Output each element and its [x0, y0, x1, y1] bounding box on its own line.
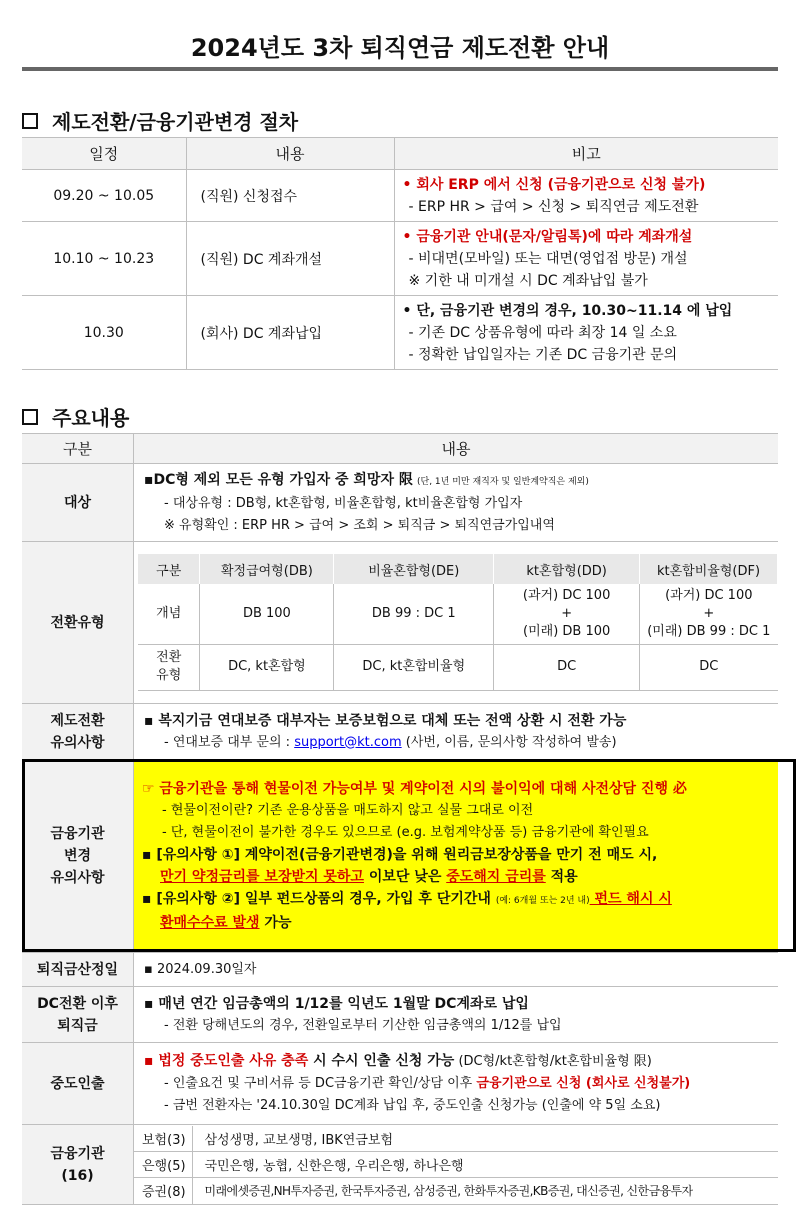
type-header: kt혼합비율형(DF)	[640, 554, 778, 584]
table-row	[22, 222, 778, 296]
remark-note: ※ 기한 내 미개설 시 DC 계좌납입 불가	[408, 272, 648, 289]
calc-value: ▪ 2024.09.30일자	[134, 953, 779, 987]
main-content-table	[22, 433, 778, 1205]
col-header-category: 구분	[22, 434, 134, 464]
type-header: 비율혼합형(DE)	[334, 554, 494, 584]
concept-cell: DB 99 : DC 1	[334, 584, 494, 644]
type-header: kt혼합형(DD)	[494, 554, 640, 584]
page-title: 2024년도 3차 퇴직연금 제도전환 안내	[190, 34, 610, 62]
concept-label: 개념	[138, 584, 200, 644]
withdraw-bold: 시 수시 인출 신청 가능	[308, 1053, 455, 1069]
convert-label: 전환 유형	[138, 644, 200, 690]
conversion-type-table	[138, 554, 778, 691]
schedule-content: (직원) DC 계좌개설	[186, 222, 394, 296]
concept-cell: (과거) DC 100 + (미래) DB 100	[494, 584, 640, 644]
fin-caution-red-2: 중도해지 금리를	[446, 869, 546, 885]
withdraw-line2-red: 금융기관으로 신청 (회사로 신청불가)	[476, 1076, 691, 1091]
remark-main: • 회사 ERP 에서 신청 (금융기관으로 신청 불가)	[402, 176, 706, 193]
table-row	[22, 542, 778, 704]
section-main-title: 주요내용	[52, 406, 130, 430]
institution-names: 삼성생명, 교보생명, IBK연금보험	[192, 1126, 778, 1152]
fin-caution-mid: 이보단 낮은	[363, 869, 447, 885]
checkbox-square-icon	[22, 113, 38, 129]
convert-cell: DC	[640, 644, 778, 690]
support-email-link[interactable]: support@kt.com	[294, 734, 402, 750]
target-line1: ▪DC형 제외 모든 유형 가입자 중 희망자 限	[144, 471, 413, 488]
fin-caution-line2: - 현물이전이란? 기존 운용상품을 매도하지 않고 실물 그대로 이전	[162, 803, 534, 818]
remark-note: - ERP HR > 급여 > 신청 > 퇴직연금 제도전환	[408, 198, 699, 215]
section-procedure-heading	[22, 106, 298, 135]
target-line1-note: (단, 1년 미만 재직자 및 일반계약직은 제외)	[416, 476, 589, 487]
withdraw-line2: - 인출요건 및 구비서류 등 DC금융기관 확인/상담 이후	[164, 1076, 477, 1091]
institution-names: 국민은행, 농협, 신한은행, 우리은행, 하나은행	[192, 1152, 778, 1178]
withdraw-note: (DC형/kt혼합형/kt혼합비율형 限)	[454, 1054, 652, 1069]
checkbox-square-icon	[22, 409, 38, 425]
col-header-remarks: 비고	[394, 138, 778, 170]
withdraw-red: ▪ 법정 중도인출 사유 충족	[144, 1053, 309, 1069]
row-label-withdraw: 중도인출	[22, 1043, 134, 1125]
procedure-table	[22, 137, 778, 370]
concept-cell: DB 100	[200, 584, 334, 644]
fin-caution-line7-red: 환매수수료 발생	[160, 915, 260, 931]
remark-main: • 단, 금융기관 변경의 경우, 10.30~11.14 에 납입	[402, 302, 733, 319]
col-header-details: 내용	[134, 434, 779, 464]
title-divider	[22, 67, 778, 71]
table-row	[22, 1125, 778, 1205]
row-label-types: 전환유형	[22, 542, 134, 704]
remark-note: - 기존 DC 상품유형에 따라 최장 14 일 소요	[408, 324, 677, 341]
table-row	[22, 953, 778, 987]
row-label-target: 대상	[22, 464, 134, 542]
target-line2: - 대상유형 : DB형, kt혼합형, 비율혼합형, kt비율혼합형 가입자	[164, 495, 523, 511]
row-label-institutions: 금융기관 (16)	[22, 1125, 134, 1205]
after-line1: ▪ 매년 연간 임금총액의 1/12를 익년도 1월말 DC계좌로 납입	[144, 995, 529, 1012]
fin-caution-line3: - 단, 현물이전이 불가한 경우도 있으므로 (e.g. 보험계약상품 등) 금융기관에 확인필요	[162, 825, 649, 840]
schedule-date: 09.20 ~ 10.05	[22, 170, 186, 222]
institution-category: 보험(3)	[134, 1126, 192, 1152]
row-label-after: DC전환 이후 퇴직금	[22, 987, 134, 1043]
table-row	[22, 296, 778, 370]
caution-line2-suffix: (사번, 이름, 문의사항 작성하여 발송)	[401, 734, 617, 750]
row-label-caution: 제도전환 유의사항	[22, 704, 134, 760]
table-row	[22, 464, 778, 542]
col-header-content: 내용	[186, 138, 394, 170]
convert-cell: DC, kt혼합비율형	[334, 644, 494, 690]
convert-cell: DC	[494, 644, 640, 690]
institution-category: 은행(5)	[134, 1152, 192, 1178]
col-header-schedule: 일정	[22, 138, 186, 170]
withdraw-line3: - 금번 전환자는 '24.10.30일 DC계좌 납입 후, 중도인출 신청가능 (인출에 약 5일 소요)	[164, 1098, 661, 1113]
fin-caution-end: 적용	[545, 869, 578, 885]
after-line2: - 전환 당해년도의 경우, 전환일로부터 기산한 임금총액의 1/12를 납입	[164, 1017, 562, 1033]
fin-caution-red-1: 만기 약정금리를 보장받지 못하고	[160, 869, 364, 885]
table-row	[22, 170, 778, 222]
row-label-fin-caution: 금융기관 변경 유의사항	[22, 760, 134, 953]
fin-caution-line4: ▪ [유의사항 ①] 계약이전(금융기관변경)을 위해 원리금보장상품을 만기 전 매도 시,	[142, 847, 658, 863]
fin-caution-line6: ▪ [유의사항 ②] 일부 펀드상품의 경우, 가입 후 단기간내	[142, 891, 496, 907]
schedule-date: 10.30	[22, 296, 186, 370]
institution-list	[134, 1126, 778, 1204]
concept-cell: (과거) DC 100 + (미래) DB 99 : DC 1	[640, 584, 778, 644]
type-header: 구분	[138, 554, 200, 584]
institution-names: 미래에셋증권,NH투자증권, 한국투자증권, 삼성증권, 한화투자증권,KB증권, 대신증권, 신한금융투자	[192, 1178, 778, 1204]
remark-note: - 정확한 납입일자는 기존 DC 금융기관 문의	[408, 346, 678, 363]
table-row	[22, 760, 778, 953]
caution-line1: ▪ 복지기금 연대보증 대부자는 보증보험으로 대체 또는 전액 상환 시 전환 가능	[144, 712, 627, 729]
fin-caution-line6-red: 펀드 해시 시	[589, 891, 672, 907]
target-line3: ※ 유형확인 : ERP HR > 급여 > 조회 > 퇴직금 > 퇴직연금가입내역	[164, 517, 555, 533]
table-row	[22, 987, 778, 1043]
fin-caution-line7-end: 가능	[259, 915, 292, 931]
section-main-heading	[22, 402, 129, 431]
institution-category: 증권(8)	[142, 1185, 186, 1201]
fin-caution-line1: ☞ 금융기관을 통해 현물이전 가능여부 및 계약이전 시의 불이익에 대해 사전상담 진행 必	[142, 781, 687, 797]
type-header: 확정급여형(DB)	[200, 554, 334, 584]
section-procedure-title: 제도전환/금융기관변경 절차	[52, 110, 299, 134]
fin-caution-line6-note: (예: 6개월 또는 2년 내)	[495, 896, 590, 906]
schedule-content: (회사) DC 계좌납입	[186, 296, 394, 370]
row-label-calc: 퇴직금산정일	[22, 953, 134, 987]
table-row	[22, 704, 778, 760]
schedule-date: 10.10 ~ 10.23	[22, 222, 186, 296]
schedule-content: (직원) 신청접수	[186, 170, 394, 222]
table-row	[22, 1043, 778, 1125]
remark-main: • 금융기관 안내(문자/알림톡)에 따라 계좌개설	[402, 228, 693, 245]
caution-line2-prefix: - 연대보증 대부 문의 :	[164, 734, 295, 750]
convert-cell: DC, kt혼합형	[200, 644, 334, 690]
remark-note: - 비대면(모바일) 또는 대면(영업점 방문) 개설	[408, 250, 688, 267]
